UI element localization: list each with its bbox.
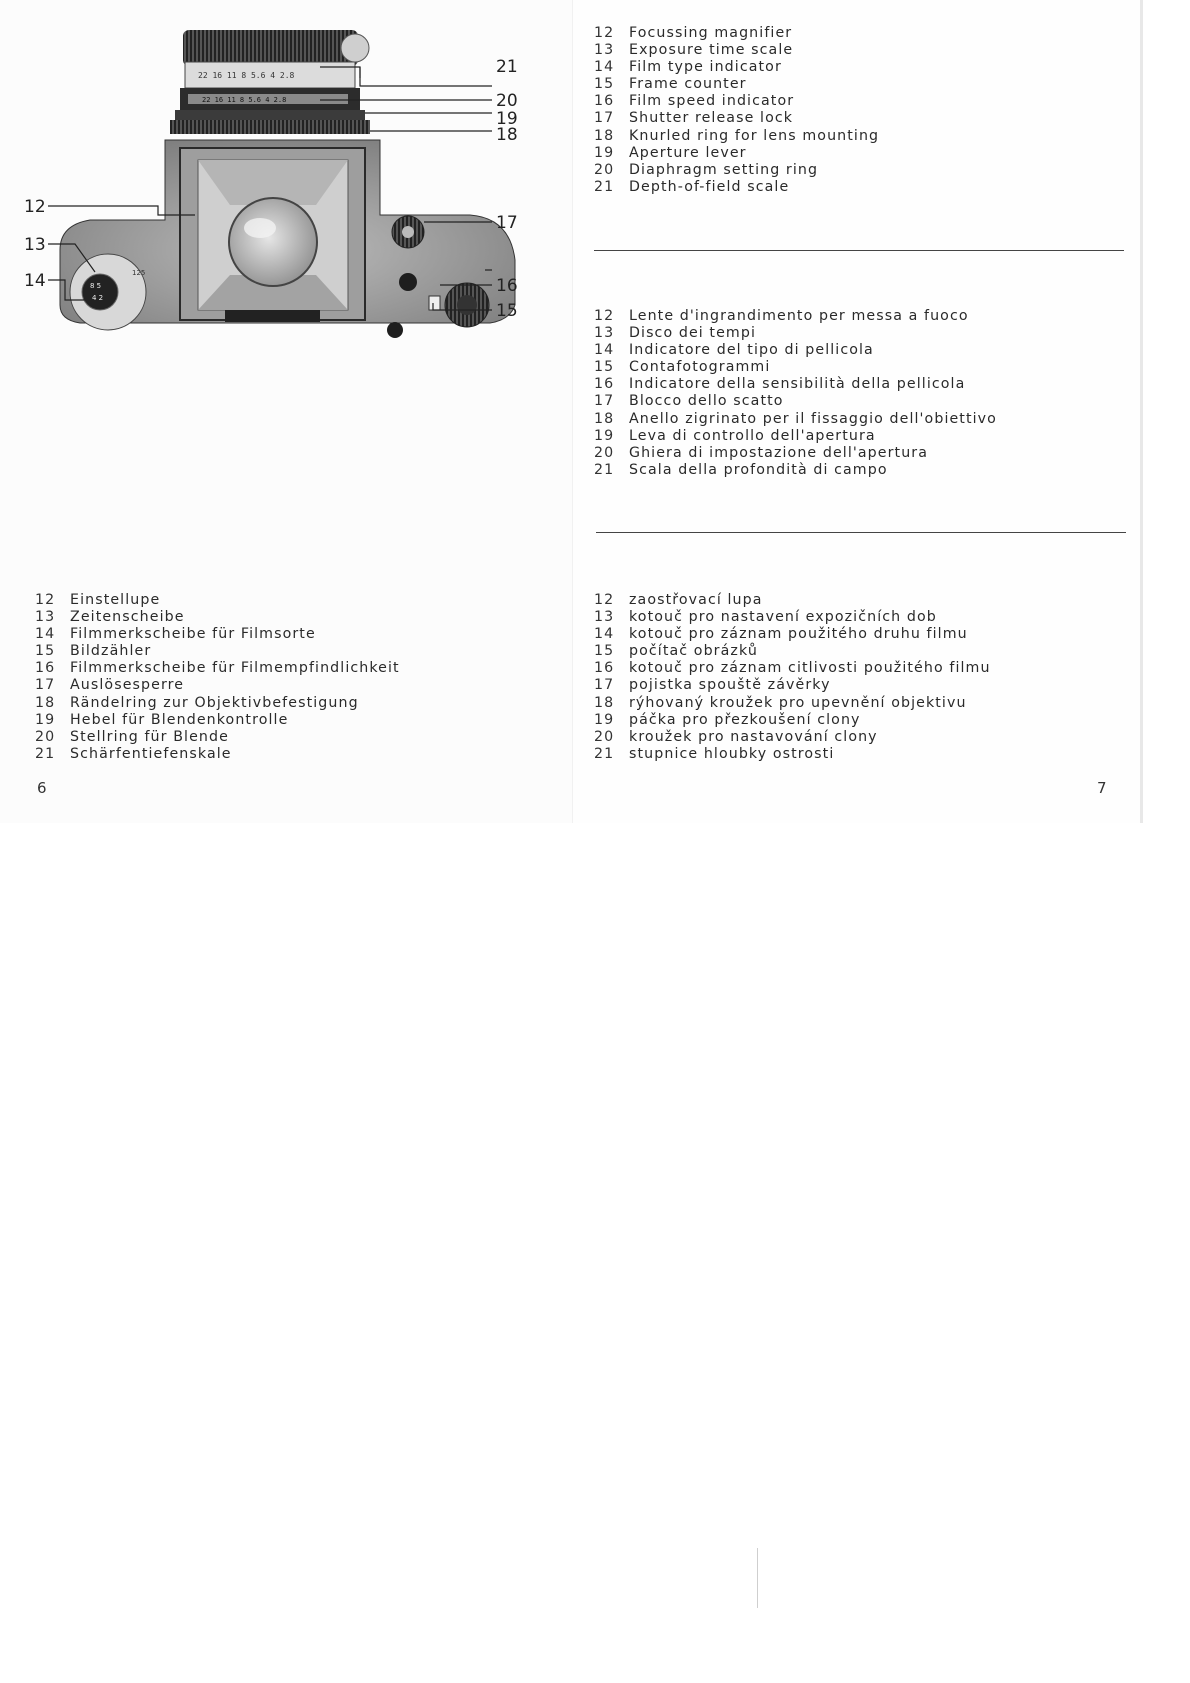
legend-item: 17 pojistka spouště závěrky [594, 677, 831, 694]
legend-item: 20 Ghiera di impostazione dell'apertura [594, 444, 929, 461]
callout-12: 12 [24, 197, 46, 217]
legend-item: 21 Depth-of-field scale [594, 178, 790, 195]
legend-italian [594, 308, 997, 479]
svg-text:8 5: 8 5 [90, 282, 102, 290]
callout-15: 15 [496, 301, 518, 321]
legend-item: 18 Anello zigrinato per il fissaggio dell'obiettivo [594, 410, 997, 427]
callout-18: 18 [496, 125, 518, 145]
callout-16: 16 [496, 276, 518, 296]
legend-item: 15 Bildzähler [35, 643, 152, 660]
svg-text:125: 125 [132, 269, 146, 277]
section-divider [596, 532, 1126, 533]
legend-item: 16 Film speed indicator [594, 93, 795, 110]
legend-item: 13 Exposure time scale [594, 42, 794, 59]
legend-item: 21 Schärfentiefenskale [35, 745, 232, 762]
legend-item: 12 zaostřovací lupa [594, 592, 763, 608]
legend-item: 20 Diaphragm setting ring [594, 161, 819, 178]
lens-barrel [170, 30, 370, 134]
callout-20: 20 [496, 91, 518, 111]
manual-spread [0, 0, 1143, 823]
legend-czech [594, 592, 991, 763]
legend-item: 19 Hebel für Blendenkontrolle [35, 711, 289, 728]
scan-mark [757, 1548, 758, 1608]
callout-14: 14 [24, 271, 46, 291]
legend-item: 20 kroužek pro nastavování clony [594, 728, 878, 745]
page-number-left: 6 [37, 779, 47, 797]
legend-item: 13 kotouč pro nastavení expozičních dob [594, 609, 937, 626]
legend-item: 14 Film type indicator [594, 59, 782, 76]
legend-item: 16 kotouč pro záznam citlivosti použitého filmu [594, 660, 991, 677]
legend-german [35, 592, 400, 763]
page-left [0, 0, 573, 823]
legend-item: 19 páčka pro přezkoušení clony [594, 711, 861, 728]
legend-item: 21 Scala della profondità di campo [594, 461, 888, 478]
legend-item: 13 Disco dei tempi [594, 325, 756, 342]
legend-item: 12 Einstellupe [35, 592, 161, 608]
page-number-right: 7 [1097, 779, 1107, 797]
legend-item: 20 Stellring für Blende [35, 728, 229, 745]
page-right [573, 0, 1143, 823]
legend-item: 17 Shutter release lock [594, 110, 794, 127]
legend-item: 21 stupnice hloubky ostrosti [594, 745, 835, 762]
legend-item: 18 Knurled ring for lens mounting [594, 127, 880, 144]
svg-text:22 16 11 8 5.6 4 2.8: 22 16 11 8 5.6 4 2.8 [198, 71, 295, 80]
legend-item: 16 Filmmerkscheibe für Filmempfindlichkeit [35, 660, 400, 677]
callout-19: 19 [496, 109, 518, 129]
legend-item: 13 Zeitenscheibe [35, 609, 185, 626]
callout-17: 17 [496, 213, 518, 233]
camera-top-view-photo [20, 20, 560, 380]
legend-item: 16 Indicatore della sensibilità della pellicola [594, 376, 966, 393]
legend-item: 12 Lente d'ingrandimento per messa a fuoco [594, 308, 969, 324]
legend-item: 18 Rändelring zur Objektivbefestigung [35, 694, 359, 711]
legend-item: 15 Frame counter [594, 76, 747, 93]
page-edge-shadow [1140, 0, 1143, 823]
callout-13: 13 [24, 235, 46, 255]
legend-item: 19 Aperture lever [594, 144, 747, 161]
callout-21: 21 [496, 57, 518, 77]
legend-item: 14 kotouč pro záznam použitého druhu filmu [594, 626, 968, 643]
svg-text:4 2: 4 2 [92, 294, 104, 302]
camera-body [60, 140, 515, 338]
svg-text:22 16 11 8 5.6 4 2.8: 22 16 11 8 5.6 4 2.8 [202, 96, 287, 104]
legend-english [594, 25, 879, 196]
legend-item: 18 rýhovaný kroužek pro upevnění objektivu [594, 694, 967, 711]
section-divider [594, 250, 1124, 251]
legend-item: 12 Focussing magnifier [594, 25, 793, 41]
legend-item: 14 Indicatore del tipo di pellicola [594, 342, 874, 359]
legend-item: 15 Contafotogrammi [594, 359, 771, 376]
legend-item: 17 Blocco dello scatto [594, 393, 784, 410]
legend-item: 17 Auslösesperre [35, 677, 185, 694]
legend-item: 14 Filmmerkscheibe für Filmsorte [35, 626, 316, 643]
legend-item: 15 počítač obrázků [594, 643, 758, 660]
legend-item: 19 Leva di controllo dell'apertura [594, 427, 876, 444]
